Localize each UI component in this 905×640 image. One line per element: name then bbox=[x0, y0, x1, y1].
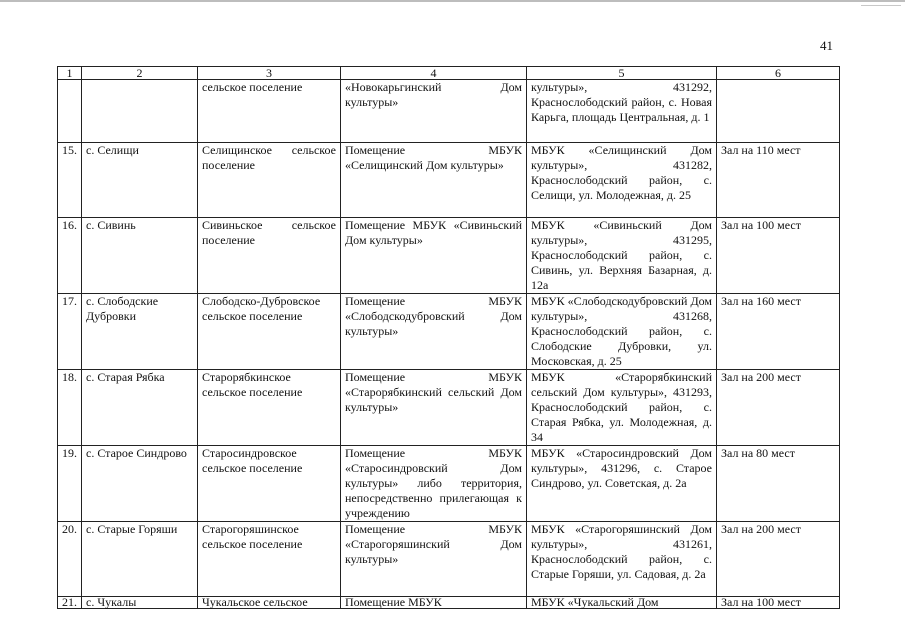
table-row bbox=[58, 294, 840, 370]
row-number: 15. bbox=[58, 143, 82, 218]
settlement-cell: Сивиньское сельское поселение bbox=[198, 218, 341, 294]
premises-cell: Помещение МБУК «Старорябкинский сельский Дом культуры» bbox=[341, 370, 527, 446]
address-cell: МБУК «Старорябкинский сельский Дом культуры», 431293, Краснослободский район, с. Старая Рябка, ул. Молодежная, д. 34 bbox=[527, 370, 717, 446]
address-cell: МБУК «Сивиньский Дом культуры», 431295, Краснослободский район, с. Сивинь, ул. Верхняя Базарная, д. 12а bbox=[527, 218, 717, 294]
header-cell: 2 bbox=[82, 67, 198, 80]
premises-cell: Помещение МБУК «Старосиндровский Дом культуры» либо территория, непосредственно прилегающая к учреждению bbox=[341, 446, 527, 522]
address-cell: МБУК «Селищинский Дом культуры», 431282, Краснослободский район, с. Селищи, ул. Молодежная, д. 25 bbox=[527, 143, 717, 218]
settlement-cell: Старорябкинское сельское поселение bbox=[198, 370, 341, 446]
venues-table bbox=[57, 66, 840, 609]
premises-cell: Помещение МБУК «Слободскодубровский Дом культуры» bbox=[341, 294, 527, 370]
premises-cell: «Новокарьгинский Дом культуры» bbox=[341, 80, 527, 143]
premises-cell: Помещение МБУК «Сивиньский Дом культуры» bbox=[341, 218, 527, 294]
place-cell: с. Сивинь bbox=[82, 218, 198, 294]
header-cell: 5 bbox=[527, 67, 717, 80]
page-number: 41 bbox=[820, 38, 833, 53]
capacity-cell: Зал на 100 мест bbox=[717, 597, 840, 609]
capacity-cell: Зал на 200 мест bbox=[717, 370, 840, 446]
table-row bbox=[58, 218, 840, 294]
row-number: 18. bbox=[58, 370, 82, 446]
header-cell: 4 bbox=[341, 67, 527, 80]
address-cell: МБУК «Чукальский Дом bbox=[527, 597, 717, 609]
place-cell: с. Старые Горяши bbox=[82, 522, 198, 597]
header-cell: 1 bbox=[58, 67, 82, 80]
table-row bbox=[58, 597, 840, 609]
settlement-cell: Чукальское сельское bbox=[198, 597, 341, 609]
table-row bbox=[58, 143, 840, 218]
row-number: 17. bbox=[58, 294, 82, 370]
scan-top-edge bbox=[0, 0, 905, 2]
header-cell: 3 bbox=[198, 67, 341, 80]
row-number: 21. bbox=[58, 597, 82, 609]
settlement-cell: Слободско-Дубровское сельское поселение bbox=[198, 294, 341, 370]
place-cell: с. Старое Синдрово bbox=[82, 446, 198, 522]
premises-cell: Помещение МБУК «Селищинский Дом культуры» bbox=[341, 143, 527, 218]
table-row bbox=[58, 370, 840, 446]
header-row bbox=[58, 67, 840, 80]
settlement-cell: Селищинское сельское поселение bbox=[198, 143, 341, 218]
capacity-cell: Зал на 200 мест bbox=[717, 522, 840, 597]
place-cell: с. Старая Рябка bbox=[82, 370, 198, 446]
header-cell: 6 bbox=[717, 67, 840, 80]
place-cell: с. Селищи bbox=[82, 143, 198, 218]
place-cell: с. Слободские Дубровки bbox=[82, 294, 198, 370]
premises-cell: Помещение МБУК «Старогоряшинский Дом культуры» bbox=[341, 522, 527, 597]
scan-top-mark bbox=[861, 5, 901, 6]
capacity-cell: Зал на 160 мест bbox=[717, 294, 840, 370]
premises-cell: Помещение МБУК bbox=[341, 597, 527, 609]
settlement-cell: сельское поселение bbox=[198, 80, 341, 143]
address-cell: МБУК «Слободскодубровский Дом культуры», 431268, Краснослободский район, с. Слободские Дубровки, ул. Московская, д. 25 bbox=[527, 294, 717, 370]
capacity-cell: Зал на 80 мест bbox=[717, 446, 840, 522]
settlement-cell: Старосиндровское сельское поселение bbox=[198, 446, 341, 522]
table-row bbox=[58, 522, 840, 597]
row-number: 19. bbox=[58, 446, 82, 522]
row-number bbox=[58, 80, 82, 143]
row-number: 16. bbox=[58, 218, 82, 294]
capacity-cell: Зал на 110 мест bbox=[717, 143, 840, 218]
table-row bbox=[58, 80, 840, 143]
row-number: 20. bbox=[58, 522, 82, 597]
address-cell: МБУК «Старогоряшинский Дом культуры», 431261, Краснослободский район, с. Старые Горяши, ул. Садовая, д. 2а bbox=[527, 522, 717, 597]
place-cell bbox=[82, 80, 198, 143]
address-cell: культуры», 431292, Краснослободский район, с. Новая Карьга, площадь Центральная, д. 1 bbox=[527, 80, 717, 143]
capacity-cell bbox=[717, 80, 840, 143]
capacity-cell: Зал на 100 мест bbox=[717, 218, 840, 294]
place-cell: с. Чукалы bbox=[82, 597, 198, 609]
table-row bbox=[58, 446, 840, 522]
address-cell: МБУК «Старосиндровский Дом культуры», 431296, с. Старое Синдрово, ул. Советская, д. 2а bbox=[527, 446, 717, 522]
settlement-cell: Старогоряшинское сельское поселение bbox=[198, 522, 341, 597]
